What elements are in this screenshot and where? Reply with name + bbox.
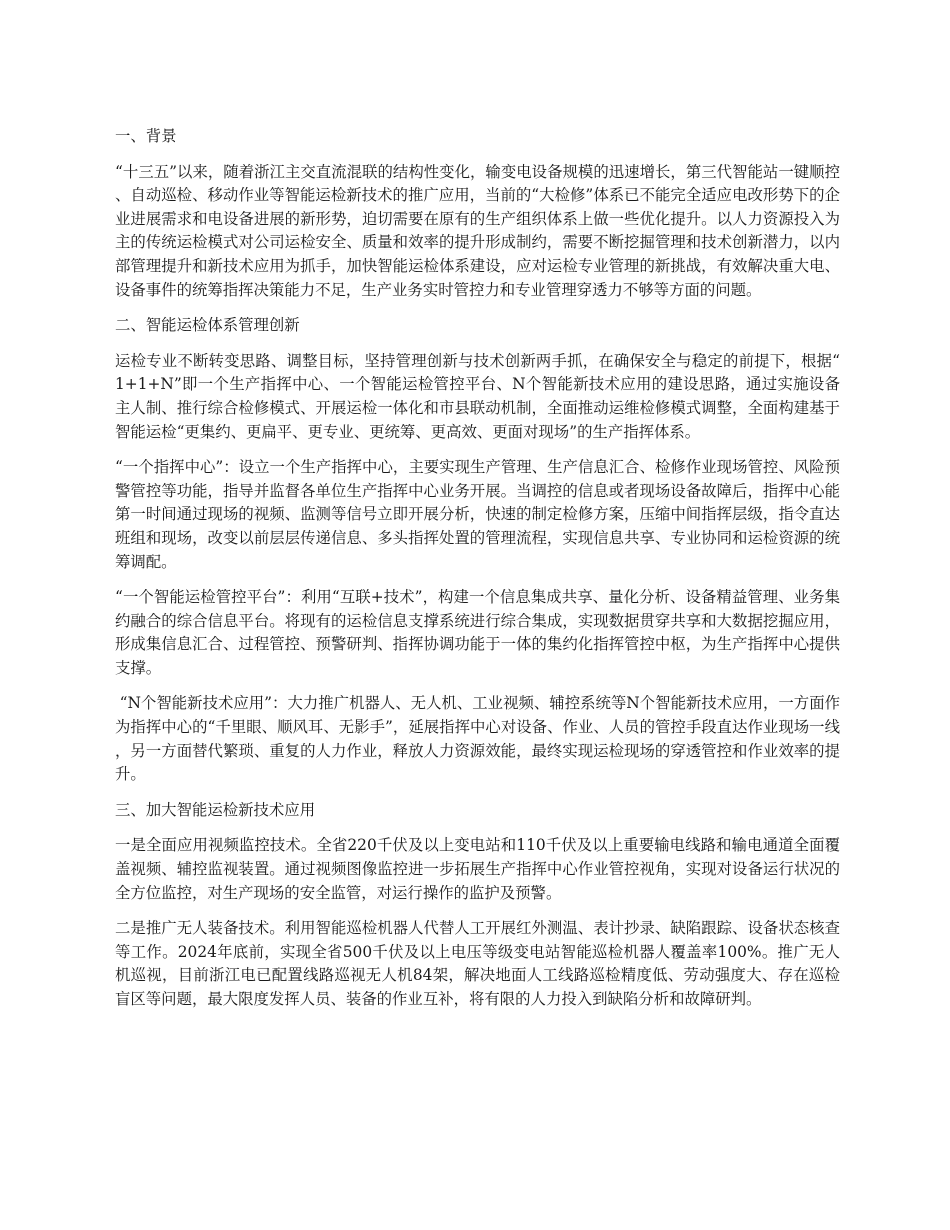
paragraph-unmanned-equipment: 二是推广无人装备技术。利用智能巡检机器人代替人工开展红外测温、表计抄录、缺陷跟踪、设备状态核查等工作。2024年底前，实现全省500千伏及以上电压等级变电站智能巡检机器人覆盖率100%。推广无人机巡视，目前浙江电已配置线路巡视无人机84架，解决地面人工线路巡检精度低、劳动强度大、存在巡检盲区等问题，最大限度发挥人员、装备的作业互补，将有限的人力投入到缺陷分析和故障研判。 [115, 919, 840, 1008]
paragraph-management-innovation: 运检专业不断转变思路、调整目标，坚持管理创新与技术创新两手抓，在确保安全与稳定的前提下，根据“1+1+N”即一个生产指挥中心、一个智能运检管控平台、N个智能新技术应用的建设思路，通过实施设备主人制、推行综合检修模式、开展运检一体化和市县联动机制，全面推动运维检修模式调整，全面构建基于智能运检“更集约、更扁平、更专业、更统筹、更高效、更面对现场”的生产指挥体系。 [115, 351, 840, 441]
section-heading-management-innovation: 二、智能运检体系管理创新 [115, 316, 300, 335]
paragraph-command-center: “一个指挥中心”：设立一个生产指挥中心，主要实现生产管理、生产信息汇合、检修作业现场管控、风险预警管控等功能，指导并监督各单位生产指挥中心业务开展。当调控的信息或者现场设备故障后，指挥中心能第一时间通过现场的视频、监测等信号立即开展分析，快速的制定检修方案，压缩中间指挥层级，指令直达班组和现场，改变以前层层传递信息、多头指挥处置的管理流程，实现信息共享、专业协同和运检资源的统筹调配。 [115, 458, 840, 571]
section-heading-background: 一、背景 [115, 127, 177, 145]
section-heading-technology-application: 三、加大智能运检新技术应用 [115, 800, 316, 819]
document-body [115, 125, 840, 1024]
paragraph-new-technology: “N个智能新技术应用”：大力推广机器人、无人机、工业视频、辅控系统等N个智能新技术应用，一方面作为指挥中心的“千里眼、顺风耳、无影手”，延展指挥中心对设备、作业、人员的管控手段直达作业现场一线，另一方面替代繁琐、重复的人力作业，释放人力资源效能，最终实现运检现场的穿透管控和作业效率的提升。 [115, 694, 840, 784]
paragraph-video-monitoring: 一是全面应用视频监控技术。全省220千伏及以上变电站和110千伏及以上重要输电线路和输电通道全面覆盖视频、辅控监视装置。通过视频图像监控进一步拓展生产指挥中心作业管控视角，实现对设备运行状况的全方位监控，对生产现场的安全监管，对运行操作的监护及预警。 [115, 836, 840, 902]
paragraph-control-platform: “一个智能运检管控平台”：利用“互联+技术”，构建一个信息集成共享、量化分析、设备精益管理、业务集约融合的综合信息平台。将现有的运检信息支撑系统进行综合集成，实现数据贯穿共享和大数据挖掘应用，形成集信息汇合、过程管控、预警研判、指挥协调功能于一体的集约化指挥管控中枢，为生产指挥中心提供支撑。 [115, 588, 840, 677]
paragraph-background: “十三五”以来，随着浙江主交直流混联的结构性变化，输变电设备规模的迅速增长，第三代智能站一键顺控、自动巡检、移动作业等智能运检新技术的推广应用，当前的“大检修”体系已不能完全适应电改形势下的企业进展需求和电设备进展的新形势，迫切需要在原有的生产组织体系上做一些优化提升。以人力资源投入为主的传统运检模式对公司运检安全、质量和效率的提升形成制约，需要不断挖掘管理和技术创新潜力，以内部管理提升和新技术应用为抓手，加快智能运检体系建设，应对运检专业管理的新挑战，有效解决重大电、设备事件的统筹指挥决策能力不足，生产业务实时管控力和专业管理穿透力不够等方面的问题。 [115, 162, 840, 299]
